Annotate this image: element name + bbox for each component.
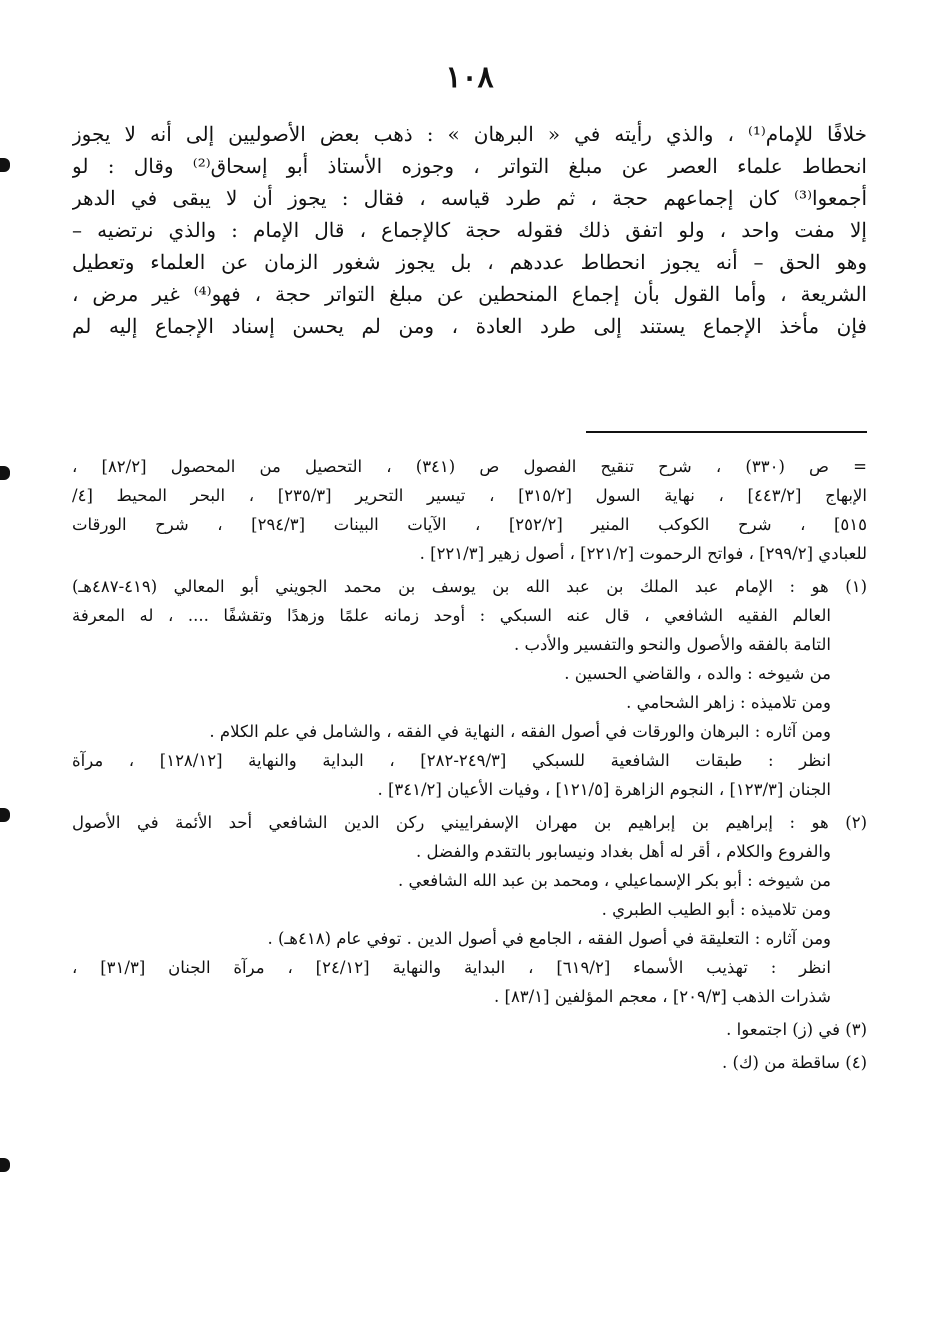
footnote-works: ومن آثاره : البرهان والورقات في أصول الفقه ، النهاية في الفقه ، والشامل في علم الكلام . <box>209 722 831 741</box>
footnote-line: والفروع والكلام ، أقر له أهل بغداد ونيسابور بالتقدم والفضل . <box>416 842 831 861</box>
footnote-line: الإبهاج [٤٤٣/٢] ، نهاية السول [٣١٥/٢] ، تيسير التحرير [٢٣٥/٣] ، البحر المحيط [٤/ <box>72 486 867 505</box>
footnote-line: العالم الفقيه الشافعي ، قال عنه السبكي : أوحد زمانه علمًا وزهدًا وتقشفًا .... ، له المعرفة <box>72 606 831 625</box>
footnote-2 <box>72 808 867 1011</box>
scan-binding-mark <box>0 466 10 480</box>
footnote-line: = ص (٣٣٠) ، شرح تنقيح الفصول ص (٣٤١) ، التحصيل من المحصول [٨٢/٢] ، <box>72 457 867 476</box>
footnote-works: ومن آثاره : التعليقة في أصول الفقه ، الجامع في أصول الدين . توفي عام (٤١٨هـ) . <box>267 929 831 948</box>
footnote-references: الجنان [١٢٣/٣] ، النجوم الزاهرة [١٢١/٥] ، وفيات الأعيان [٣٤١/٢] . <box>377 780 831 799</box>
footnote-teachers: من شيوخه : والده ، والقاضي الحسين . <box>564 664 831 683</box>
footnote-students: ومن تلاميذه : أبو الطيب الطبري . <box>601 900 831 919</box>
main-text-line: وهو الحق – أنه يجوز انحطاط عددهم ، بل يجوز شغور الزمان عن العلماء وتعطيل <box>72 250 867 274</box>
main-text-line: أجمعوا⁽³⁾ كان إجماعهم حجة ، ثم طرد قياسه ، فقال : يجوز أن لا يبقى في الدهر <box>72 186 867 210</box>
main-text-line: إلا مفت واحد ، ولو اتفق ذلك فقوله حجة كالإجماع ، قال الإمام : والذي نرتضيه – <box>72 218 867 242</box>
footnote-line: ٥١٥] ، شرح الكوكب المنير [٢٥٢/٢] ، الآيات البينات [٢٩٤/٣] ، شرح الورقات <box>72 515 867 534</box>
footnote-3 <box>72 1015 867 1044</box>
footnote-line: التامة بالفقه والأصول والنحو والتفسير والأدب . <box>514 635 831 654</box>
footnote-line: (٤) ساقطة من (ك) . <box>722 1053 867 1072</box>
main-text-line: فإن مأخذ الإجماع يستند إلى طرد العادة ، ومن لم يحسن إسناد الإجماع إليه لم <box>72 314 867 338</box>
scan-binding-mark <box>0 1158 10 1172</box>
footnote-divider <box>586 431 867 433</box>
main-text-line: خلافًا للإمام⁽¹⁾ ، والذي رأيته في « البرهان » : ذهب بعض الأصوليين إلى أنه لا يجوز <box>72 122 867 146</box>
scan-binding-mark <box>0 158 10 172</box>
footnote-references: انظر : تهذيب الأسماء [٦١٩/٢] ، البداية والنهاية [٢٤/١٢] ، مرآة الجنان [٣١/٣] ، <box>72 958 831 977</box>
footnote-continuation <box>72 452 867 568</box>
footnote-1 <box>72 572 867 804</box>
footnote-teachers: من شيوخه : أبو بكر الإسماعيلي ، ومحمد بن عبد الله الشافعي . <box>398 871 831 890</box>
footnote-4 <box>72 1048 867 1077</box>
main-text-line: انحطاط علماء العصر عن مبلغ التواتر ، وجوزه الأستاذ أبو إسحاق⁽²⁾ وقال : لو <box>72 154 867 178</box>
footnotes-section <box>72 452 867 1081</box>
page-number: ١٠٨ <box>445 60 494 95</box>
footnote-line: (٣) في (ز) اجتمعوا . <box>726 1020 867 1039</box>
footnote-line: (١) هو : الإمام عبد الملك بن عبد الله بن يوسف بن محمد الجويني أبو المعالي (٤١٩-٤٨٧هـ) <box>72 577 867 596</box>
footnote-references: انظر : طبقات الشافعية للسبكي [٢٤٩/٣-٢٨٢] ، البداية والنهاية [١٢٨/١٢] ، مرآة <box>72 751 831 770</box>
footnote-references: شذرات الذهب [٢٠٩/٣] ، معجم المؤلفين [٨٣/١] . <box>494 987 831 1006</box>
footnote-line: للعبادي [٢٩٩/٢] ، فواتح الرحموت [٢٢١/٢] ، أصول زهير [٢٢١/٣] . <box>419 544 867 563</box>
footnote-line: (٢) هو : إبراهيم بن إبراهيم بن مهران الإسفراييني ركن الدين الشافعي أحد الأئمة في الأصول <box>72 813 867 832</box>
main-body-text <box>72 118 867 342</box>
scan-binding-mark <box>0 808 10 822</box>
footnote-students: ومن تلاميذه : زاهر الشحامي . <box>626 693 831 712</box>
main-text-line: الشريعة ، وأما القول بأن إجماع المنحطين عن مبلغ التواتر حجة ، فهو⁽⁴⁾ غير مرض ، <box>72 282 867 306</box>
